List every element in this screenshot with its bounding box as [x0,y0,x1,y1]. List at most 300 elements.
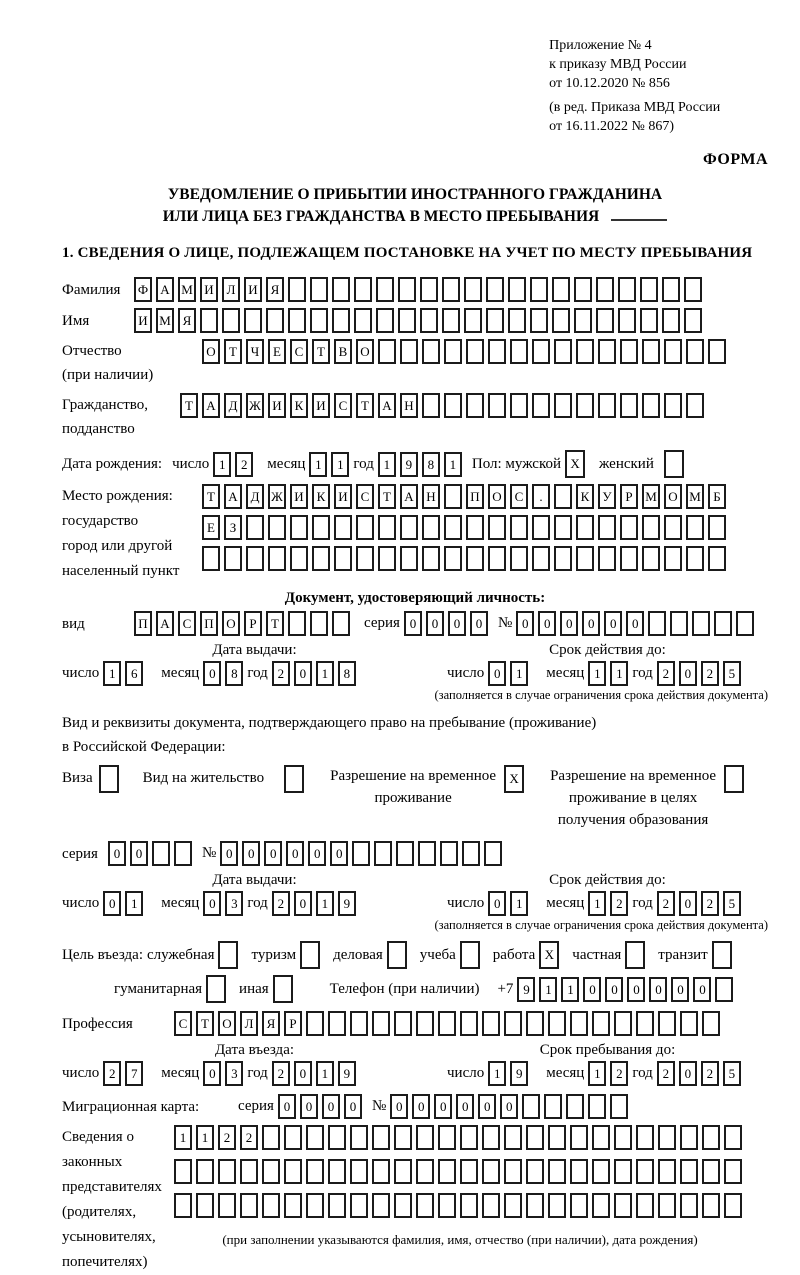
form-cell[interactable] [420,277,438,302]
form-cell[interactable] [312,515,330,540]
form-cell[interactable] [268,515,286,540]
form-cell[interactable] [328,1193,346,1218]
form-cell[interactable] [422,546,440,571]
form-cell[interactable] [350,1193,368,1218]
form-cell[interactable]: Н [422,484,440,509]
form-cell[interactable] [662,277,680,302]
form-cell[interactable]: 7 [125,1061,143,1086]
form-cell[interactable] [460,1011,478,1036]
form-cell[interactable] [592,1011,610,1036]
form-cell[interactable]: Л [222,277,240,302]
form-cell[interactable] [394,1193,412,1218]
form-cell[interactable] [174,1159,192,1184]
form-cell[interactable]: 8 [225,661,243,686]
form-cell[interactable] [592,1125,610,1150]
form-cell[interactable] [218,1159,236,1184]
form-cell[interactable] [552,277,570,302]
form-cell[interactable] [684,308,702,333]
form-cell[interactable]: И [334,484,352,509]
form-cell[interactable] [284,1125,302,1150]
form-cell[interactable]: 0 [344,1094,362,1119]
form-cell[interactable] [570,1125,588,1150]
form-cell[interactable]: И [268,393,286,418]
form-cell[interactable]: О [218,1011,236,1036]
form-cell[interactable]: А [156,611,174,636]
form-cell[interactable] [290,515,308,540]
form-cell[interactable]: 2 [657,891,675,916]
form-cell[interactable] [532,393,550,418]
form-cell[interactable]: 9 [338,891,356,916]
form-cell[interactable]: Я [262,1011,280,1036]
form-cell[interactable] [598,393,616,418]
form-cell[interactable] [488,515,506,540]
form-cell[interactable]: 0 [390,1094,408,1119]
form-cell[interactable] [334,515,352,540]
form-cell[interactable] [736,611,754,636]
form-cell[interactable]: М [156,308,174,333]
form-cell[interactable] [174,1193,192,1218]
form-cell[interactable]: С [178,611,196,636]
form-cell[interactable] [510,339,528,364]
form-cell[interactable] [356,515,374,540]
form-cell[interactable] [488,546,506,571]
form-cell[interactable] [416,1159,434,1184]
form-cell[interactable] [610,1094,628,1119]
form-cell[interactable] [548,1159,566,1184]
form-cell[interactable] [284,1193,302,1218]
form-cell[interactable] [702,1193,720,1218]
form-cell[interactable]: 0 [264,841,282,866]
form-cell[interactable]: X [565,450,585,478]
form-cell[interactable] [636,1125,654,1150]
form-cell[interactable] [680,1159,698,1184]
form-cell[interactable]: П [466,484,484,509]
form-cell[interactable]: 0 [679,661,697,686]
form-cell[interactable]: А [202,393,220,418]
form-cell[interactable]: . [532,484,550,509]
form-cell[interactable] [488,393,506,418]
form-cell[interactable] [486,308,504,333]
form-cell[interactable] [396,841,414,866]
form-cell[interactable] [240,1193,258,1218]
form-cell[interactable] [300,941,320,969]
form-cell[interactable]: 0 [242,841,260,866]
form-cell[interactable] [724,1193,742,1218]
form-cell[interactable] [288,277,306,302]
form-cell[interactable] [306,1011,324,1036]
form-cell[interactable] [504,1193,522,1218]
form-cell[interactable]: 1 [510,891,528,916]
form-cell[interactable] [284,1159,302,1184]
form-cell[interactable] [334,546,352,571]
form-cell[interactable] [548,1193,566,1218]
form-cell[interactable] [576,339,594,364]
form-cell[interactable] [554,393,572,418]
form-cell[interactable] [332,308,350,333]
form-cell[interactable]: 0 [583,977,601,1002]
form-cell[interactable] [686,546,704,571]
form-cell[interactable]: Т [356,393,374,418]
form-cell[interactable] [636,1193,654,1218]
form-cell[interactable] [620,393,638,418]
form-cell[interactable]: Е [202,515,220,540]
form-cell[interactable] [614,1193,632,1218]
form-cell[interactable]: Т [312,339,330,364]
form-cell[interactable]: И [200,277,218,302]
form-cell[interactable] [708,339,726,364]
form-cell[interactable] [444,515,462,540]
form-cell[interactable] [400,339,418,364]
form-cell[interactable] [504,1159,522,1184]
form-cell[interactable] [532,515,550,540]
form-cell[interactable]: Т [224,339,242,364]
form-cell[interactable]: Д [224,393,242,418]
form-cell[interactable] [548,1125,566,1150]
form-cell[interactable] [356,546,374,571]
form-cell[interactable]: 1 [125,891,143,916]
form-cell[interactable] [686,515,704,540]
form-cell[interactable] [526,1193,544,1218]
form-cell[interactable] [642,515,660,540]
form-cell[interactable] [570,1193,588,1218]
form-cell[interactable] [702,1159,720,1184]
form-cell[interactable]: 1 [316,891,334,916]
form-cell[interactable]: 0 [300,1094,318,1119]
form-cell[interactable] [620,546,638,571]
form-cell[interactable] [486,277,504,302]
form-cell[interactable] [642,546,660,571]
form-cell[interactable]: 2 [610,891,628,916]
form-cell[interactable] [724,1159,742,1184]
form-cell[interactable] [598,515,616,540]
form-cell[interactable]: М [686,484,704,509]
form-cell[interactable] [222,308,240,333]
form-cell[interactable]: 3 [225,891,243,916]
form-cell[interactable]: 1 [103,661,121,686]
form-cell[interactable]: К [290,393,308,418]
form-cell[interactable] [712,941,732,969]
form-cell[interactable] [350,1011,368,1036]
form-cell[interactable] [387,941,407,969]
form-cell[interactable]: Т [202,484,220,509]
form-cell[interactable] [422,339,440,364]
form-cell[interactable]: 1 [588,1061,606,1086]
form-cell[interactable] [273,975,293,1003]
form-cell[interactable] [422,393,440,418]
form-cell[interactable] [702,1011,720,1036]
form-cell[interactable]: О [202,339,220,364]
form-cell[interactable] [576,515,594,540]
form-cell[interactable]: 5 [723,1061,741,1086]
form-cell[interactable]: Ф [134,277,152,302]
form-cell[interactable] [416,1193,434,1218]
form-cell[interactable] [686,339,704,364]
form-cell[interactable] [376,277,394,302]
form-cell[interactable]: С [290,339,308,364]
form-cell[interactable] [262,1193,280,1218]
form-cell[interactable] [350,1125,368,1150]
form-cell[interactable] [460,941,480,969]
form-cell[interactable]: 1 [174,1125,192,1150]
form-cell[interactable]: Л [240,1011,258,1036]
form-cell[interactable] [288,308,306,333]
form-cell[interactable] [416,1125,434,1150]
form-cell[interactable]: 9 [510,1061,528,1086]
form-cell[interactable]: 0 [679,891,697,916]
form-cell[interactable]: 5 [723,891,741,916]
form-cell[interactable] [510,393,528,418]
form-cell[interactable]: 0 [582,611,600,636]
form-cell[interactable] [152,841,170,866]
form-cell[interactable] [658,1193,676,1218]
form-cell[interactable]: Я [178,308,196,333]
form-cell[interactable]: И [244,277,262,302]
form-cell[interactable]: А [156,277,174,302]
form-cell[interactable] [378,546,396,571]
form-cell[interactable] [354,277,372,302]
form-cell[interactable] [598,546,616,571]
form-cell[interactable] [482,1011,500,1036]
form-cell[interactable] [460,1159,478,1184]
form-cell[interactable] [554,546,572,571]
form-cell[interactable] [444,546,462,571]
form-cell[interactable]: М [178,277,196,302]
form-cell[interactable] [576,546,594,571]
form-cell[interactable]: 0 [500,1094,518,1119]
form-cell[interactable] [99,765,119,793]
form-cell[interactable] [460,1125,478,1150]
form-cell[interactable]: И [134,308,152,333]
form-cell[interactable] [670,611,688,636]
form-cell[interactable]: Т [180,393,198,418]
form-cell[interactable]: У [598,484,616,509]
form-cell[interactable]: Ж [246,393,264,418]
form-cell[interactable] [664,450,684,478]
title-blank-underline[interactable] [611,219,667,221]
form-cell[interactable]: К [576,484,594,509]
form-cell[interactable]: 0 [605,977,623,1002]
form-cell[interactable] [636,1159,654,1184]
form-cell[interactable] [328,1125,346,1150]
form-cell[interactable]: 1 [588,891,606,916]
form-cell[interactable] [614,1011,632,1036]
form-cell[interactable] [246,515,264,540]
form-cell[interactable]: А [378,393,396,418]
form-cell[interactable]: 2 [218,1125,236,1150]
form-cell[interactable]: Е [268,339,286,364]
form-cell[interactable] [268,546,286,571]
form-cell[interactable] [658,1011,676,1036]
form-cell[interactable] [442,277,460,302]
form-cell[interactable] [680,1011,698,1036]
form-cell[interactable]: 0 [108,841,126,866]
form-cell[interactable]: 5 [723,661,741,686]
form-cell[interactable]: П [200,611,218,636]
form-cell[interactable]: 1 [444,452,462,477]
form-cell[interactable] [680,1125,698,1150]
form-cell[interactable] [394,1011,412,1036]
form-cell[interactable] [266,308,284,333]
form-cell[interactable] [554,515,572,540]
form-cell[interactable]: 0 [203,891,221,916]
form-cell[interactable]: П [134,611,152,636]
form-cell[interactable] [328,1159,346,1184]
form-cell[interactable] [592,1159,610,1184]
form-cell[interactable] [372,1193,390,1218]
form-cell[interactable] [262,1125,280,1150]
form-cell[interactable] [306,1159,324,1184]
form-cell[interactable] [715,977,733,1002]
form-cell[interactable]: З [224,515,242,540]
form-cell[interactable] [664,515,682,540]
form-cell[interactable] [508,277,526,302]
form-cell[interactable] [438,1193,456,1218]
form-cell[interactable]: С [356,484,374,509]
form-cell[interactable]: 0 [516,611,534,636]
form-cell[interactable] [482,1159,500,1184]
form-cell[interactable]: 2 [103,1061,121,1086]
form-cell[interactable] [636,1011,654,1036]
form-cell[interactable] [724,1125,742,1150]
form-cell[interactable] [598,339,616,364]
form-cell[interactable] [200,308,218,333]
form-cell[interactable] [464,308,482,333]
form-cell[interactable] [416,1011,434,1036]
form-cell[interactable] [444,484,462,509]
form-cell[interactable] [420,308,438,333]
form-cell[interactable] [658,1159,676,1184]
form-cell[interactable] [526,1125,544,1150]
form-cell[interactable] [372,1011,390,1036]
form-cell[interactable] [240,1159,258,1184]
form-cell[interactable]: 0 [308,841,326,866]
form-cell[interactable]: Ж [268,484,286,509]
form-cell[interactable]: 0 [456,1094,474,1119]
form-cell[interactable]: 0 [649,977,667,1002]
form-cell[interactable] [310,611,328,636]
form-cell[interactable] [438,1011,456,1036]
form-cell[interactable]: X [504,765,524,793]
form-cell[interactable]: 1 [378,452,396,477]
form-cell[interactable]: 0 [478,1094,496,1119]
form-cell[interactable]: Р [284,1011,302,1036]
form-cell[interactable]: 1 [213,452,231,477]
form-cell[interactable] [284,765,304,793]
form-cell[interactable] [440,841,458,866]
form-cell[interactable] [394,1159,412,1184]
form-cell[interactable] [350,1159,368,1184]
form-cell[interactable]: 0 [130,841,148,866]
form-cell[interactable] [196,1159,214,1184]
form-cell[interactable] [570,1159,588,1184]
form-cell[interactable] [574,308,592,333]
form-cell[interactable] [372,1125,390,1150]
form-cell[interactable] [526,1011,544,1036]
form-cell[interactable] [552,308,570,333]
form-cell[interactable] [444,393,462,418]
form-cell[interactable]: С [174,1011,192,1036]
form-cell[interactable] [354,308,372,333]
form-cell[interactable] [400,546,418,571]
form-cell[interactable] [462,841,480,866]
form-cell[interactable]: 0 [604,611,622,636]
form-cell[interactable] [378,339,396,364]
form-cell[interactable] [664,393,682,418]
form-cell[interactable] [532,546,550,571]
form-cell[interactable] [548,1011,566,1036]
form-cell[interactable] [530,308,548,333]
form-cell[interactable]: 1 [309,452,327,477]
form-cell[interactable] [702,1125,720,1150]
form-cell[interactable] [202,546,220,571]
form-cell[interactable] [648,611,666,636]
form-cell[interactable] [680,1193,698,1218]
form-cell[interactable]: В [334,339,352,364]
form-cell[interactable] [460,1193,478,1218]
form-cell[interactable]: 9 [400,452,418,477]
form-cell[interactable]: 2 [657,1061,675,1086]
form-cell[interactable] [466,393,484,418]
form-cell[interactable] [708,515,726,540]
form-cell[interactable] [504,1125,522,1150]
form-cell[interactable] [196,1193,214,1218]
form-cell[interactable]: 2 [272,1061,290,1086]
form-cell[interactable] [664,546,682,571]
form-cell[interactable]: К [312,484,330,509]
form-cell[interactable]: С [334,393,352,418]
form-cell[interactable]: 0 [434,1094,452,1119]
form-cell[interactable] [544,1094,562,1119]
form-cell[interactable] [664,339,682,364]
form-cell[interactable]: 0 [488,661,506,686]
form-cell[interactable] [332,611,350,636]
form-cell[interactable] [658,1125,676,1150]
form-cell[interactable]: Т [378,484,396,509]
form-cell[interactable] [618,308,636,333]
form-cell[interactable] [218,1193,236,1218]
form-cell[interactable]: Т [196,1011,214,1036]
form-cell[interactable]: Р [620,484,638,509]
form-cell[interactable]: 0 [278,1094,296,1119]
form-cell[interactable]: 0 [286,841,304,866]
form-cell[interactable] [596,277,614,302]
form-cell[interactable]: О [664,484,682,509]
form-cell[interactable] [554,339,572,364]
form-cell[interactable]: Ч [246,339,264,364]
form-cell[interactable] [398,308,416,333]
form-cell[interactable] [290,546,308,571]
form-cell[interactable]: 1 [561,977,579,1002]
form-cell[interactable]: 2 [272,891,290,916]
form-cell[interactable]: 0 [322,1094,340,1119]
form-cell[interactable] [466,515,484,540]
form-cell[interactable]: 0 [294,661,312,686]
form-cell[interactable] [374,841,392,866]
form-cell[interactable]: 2 [610,1061,628,1086]
form-cell[interactable]: 0 [693,977,711,1002]
form-cell[interactable]: О [222,611,240,636]
form-cell[interactable] [422,515,440,540]
form-cell[interactable]: 0 [626,611,644,636]
form-cell[interactable] [614,1125,632,1150]
form-cell[interactable]: 0 [627,977,645,1002]
form-cell[interactable] [466,546,484,571]
form-cell[interactable]: 1 [610,661,628,686]
form-cell[interactable] [206,975,226,1003]
form-cell[interactable] [625,941,645,969]
form-cell[interactable] [640,277,658,302]
form-cell[interactable]: Б [708,484,726,509]
